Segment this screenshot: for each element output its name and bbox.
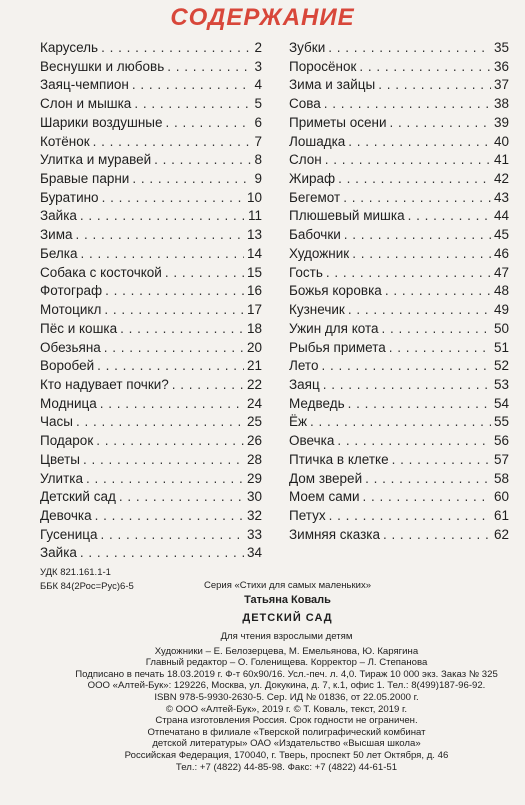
- toc-entry-page: 51: [493, 339, 509, 355]
- imprint-line: Российская Федерация, 170040, г. Тверь, проспект 50 лет Октября, д. 46: [124, 749, 449, 761]
- toc-entry-page: 32: [246, 507, 262, 523]
- toc-entry-page: 44: [493, 208, 509, 224]
- toc-entry-title: Кузнечик: [289, 302, 345, 318]
- toc-entry-page: 53: [493, 376, 509, 392]
- toc-entry: [289, 77, 509, 96]
- toc-entry-page: 38: [493, 96, 509, 112]
- toc-leader-dots: [338, 171, 491, 186]
- toc-entry-page: 47: [493, 264, 509, 280]
- toc-entry-title: Буратино: [40, 189, 99, 205]
- toc-entry: [40, 471, 262, 490]
- toc-entry: [289, 115, 509, 134]
- toc-leader-dots: [172, 377, 244, 392]
- toc-entry-page: 34: [246, 545, 262, 561]
- toc-entry: [289, 452, 509, 471]
- toc-leader-dots: [167, 59, 251, 74]
- toc-entry-page: 55: [493, 414, 509, 430]
- toc-entry-page: 8: [254, 152, 262, 168]
- toc-entry-title: Жираф: [289, 171, 336, 187]
- toc-entry-title: Шарики воздушные: [40, 114, 163, 130]
- toc-leader-dots: [324, 96, 491, 111]
- toc-entry: [40, 414, 262, 433]
- toc-entry-page: 56: [493, 433, 509, 449]
- toc-entry-page: 49: [493, 302, 509, 318]
- toc-entry: [289, 246, 509, 265]
- toc-entry-page: 33: [246, 526, 262, 542]
- toc-entry-title: Бабочки: [289, 227, 341, 243]
- toc-leader-dots: [385, 283, 491, 298]
- toc-leader-dots: [352, 246, 491, 261]
- toc-entry: [289, 302, 509, 321]
- toc-entry-title: Зайка: [40, 545, 77, 561]
- toc-entry: [40, 152, 262, 171]
- toc-entry-title: Гость: [289, 264, 323, 280]
- imprint-line: ООО «Алтей-Бук»: 129226, Москва, ул. Докукина, д. 7, к.1, офис 1. Тел.: 8(499)187-96-92.: [87, 680, 486, 692]
- toc-entry: [40, 508, 262, 527]
- toc-entry: [40, 321, 262, 340]
- toc-leader-dots: [408, 208, 491, 223]
- toc-entry-title: Зима: [40, 227, 73, 243]
- toc-entry-page: 21: [246, 358, 262, 374]
- toc-leader-dots: [132, 171, 251, 186]
- toc-entry: [40, 489, 262, 508]
- page-title: СОДЕРЖАНИЕ: [170, 4, 355, 31]
- toc-left-column: [40, 40, 262, 564]
- toc-leader-dots: [365, 471, 491, 486]
- imprint-line: детской литературы» ОАО «Издательство «Высшая школа»: [152, 738, 421, 750]
- toc-leader-dots: [134, 96, 251, 111]
- toc-leader-dots: [325, 152, 491, 167]
- toc-leader-dots: [389, 340, 491, 355]
- toc-leader-dots: [348, 134, 491, 149]
- toc-leader-dots: [132, 77, 252, 92]
- toc-entry-page: 43: [493, 189, 509, 205]
- imprint-line: Главный редактор – О. Голенищева. Корректор – Л. Степанова: [145, 657, 428, 669]
- toc-entry: [289, 489, 509, 508]
- toc-leader-dots: [93, 134, 252, 149]
- toc-entry-title: Зубки: [289, 40, 326, 55]
- toc-entry-page: 5: [254, 96, 262, 112]
- toc-entry-title: Лето: [289, 358, 319, 374]
- toc-leader-dots: [101, 40, 251, 55]
- toc-entry-title: Улитка и муравей: [40, 152, 152, 168]
- toc-entry-page: 28: [246, 451, 262, 467]
- toc-entry-page: 46: [493, 245, 509, 261]
- toc-entry: [289, 265, 509, 284]
- toc-leader-dots: [101, 527, 244, 542]
- toc-entry-title: Веснушки и любовь: [40, 58, 165, 74]
- toc-leader-dots: [80, 208, 245, 223]
- toc-entry-title: Божья коровка: [289, 283, 382, 299]
- book-title: ДЕТСКИЙ САД: [242, 612, 333, 624]
- toc-leader-dots: [348, 396, 491, 411]
- toc-leader-dots: [344, 227, 491, 242]
- toc-leader-dots: [83, 452, 244, 467]
- toc-leader-dots: [392, 452, 491, 467]
- toc-leader-dots: [359, 59, 491, 74]
- toc-leader-dots: [119, 489, 244, 504]
- toc-entry: [289, 283, 509, 302]
- toc-leader-dots: [166, 115, 252, 130]
- toc-entry-title: Медведь: [289, 395, 345, 411]
- toc-entry-title: Пёс и кошка: [40, 320, 118, 336]
- toc-entry-page: 41: [493, 152, 509, 168]
- toc-entry-title: Воробей: [40, 358, 95, 374]
- toc-entry-title: Моем сами: [289, 489, 360, 505]
- toc-entry-page: 7: [254, 133, 262, 149]
- toc-leader-dots: [100, 396, 244, 411]
- toc-entry: [40, 283, 262, 302]
- toc-entry-title: Заяц: [289, 376, 320, 392]
- toc-entry-title: Детский сад: [40, 489, 116, 505]
- toc-entry-title: Модница: [40, 395, 97, 411]
- toc-leader-dots: [76, 414, 244, 429]
- toc-entry: [40, 77, 262, 96]
- toc-entry: [289, 190, 509, 209]
- toc-entry-page: 30: [246, 489, 262, 505]
- toc-entry-page: 16: [246, 283, 262, 299]
- toc-leader-dots: [310, 414, 491, 429]
- toc-entry-title: Слон и мышка: [40, 96, 132, 112]
- imprint-line: © ООО «Алтей-Бук», 2019 г. © Т. Коваль, текст, 2019 г.: [165, 703, 408, 715]
- toc-entry: [289, 471, 509, 490]
- toc-entry: [289, 96, 509, 115]
- toc-entry-page: 60: [493, 489, 509, 505]
- author-name: Татьяна Коваль: [244, 594, 331, 606]
- toc-leader-dots: [363, 489, 491, 504]
- toc-entry-title: Бегемот: [289, 189, 341, 205]
- toc-entry: [40, 171, 262, 190]
- toc-leader-dots: [343, 190, 491, 205]
- toc-leader-dots: [81, 246, 244, 261]
- toc-entry-title: Кто надувает почки?: [40, 376, 169, 392]
- toc-entry-title: Рыбья примета: [289, 339, 386, 355]
- toc-leader-dots: [337, 433, 491, 448]
- toc-entry-title: Обезьяна: [40, 339, 101, 355]
- toc-entry: [289, 527, 509, 546]
- toc-leader-dots: [154, 152, 251, 167]
- toc-entry-title: Цветы: [40, 451, 80, 467]
- bbk-code: ББК 84(2Рос=Рус)6-5: [40, 581, 134, 592]
- toc-entry: [40, 190, 262, 209]
- toc-entry-title: Слон: [289, 152, 322, 168]
- toc-leader-dots: [75, 227, 243, 242]
- toc-entry-page: 42: [493, 171, 509, 187]
- toc-entry-page: 17: [246, 302, 262, 318]
- toc-leader-dots: [102, 190, 244, 205]
- toc-entry-title: Мотоцикл: [40, 302, 102, 318]
- toc-leader-dots: [80, 545, 244, 560]
- series-line: Серия «Стихи для самых маленьких»: [203, 580, 371, 591]
- toc-entry-page: 45: [493, 227, 509, 243]
- toc-entry-page: 10: [246, 189, 262, 205]
- toc-entry-title: Подарок: [40, 433, 94, 449]
- toc-entry-page: 36: [493, 58, 509, 74]
- toc-entry-page: 3: [254, 58, 262, 74]
- toc-entry-title: Зайка: [40, 208, 77, 224]
- toc-entry-page: 13: [246, 227, 262, 243]
- toc-entry-page: 52: [493, 358, 509, 374]
- toc-entry-page: 9: [254, 171, 262, 187]
- toc-entry-title: Сова: [289, 96, 321, 112]
- toc-entry: [40, 358, 262, 377]
- toc-entry-page: 37: [493, 77, 509, 93]
- toc-leader-dots: [95, 508, 244, 523]
- toc-entry-title: Дом зверей: [289, 470, 363, 486]
- imprint-line: Художники – Е. Белозерцева, М. Емельянова, Ю. Карягина: [154, 645, 419, 657]
- toc-leader-dots: [348, 302, 491, 317]
- imprint-line: Подписано в печать 18.03.2019 г. Ф-т 60х90/16. Усл.-печ. л. 4,0. Тираж 10 000 экз. Заказ № 325: [75, 668, 498, 680]
- imprint-line: Страна изготовления Россия. Срок годности не ограничен.: [155, 715, 418, 727]
- toc-entry: [40, 134, 262, 153]
- toc-entry-title: Поросёнок: [289, 58, 357, 74]
- toc-entry-page: 6: [254, 114, 262, 130]
- toc-leader-dots: [329, 508, 491, 523]
- toc-entry-page: 22: [246, 376, 262, 392]
- toc-entry-title: Белка: [40, 245, 78, 261]
- toc-entry: [40, 227, 262, 246]
- toc-entry-title: Часы: [40, 414, 73, 430]
- toc-entry: [40, 59, 262, 78]
- toc-entry-title: Зима и зайцы: [289, 77, 376, 93]
- toc-leader-dots: [165, 265, 244, 280]
- toc-leader-dots: [120, 321, 244, 336]
- toc-entry: [40, 527, 262, 546]
- toc-leader-dots: [328, 40, 491, 55]
- toc-entry-title: Карусель: [40, 40, 99, 55]
- toc-entry: [289, 152, 509, 171]
- toc-entry: [40, 545, 262, 564]
- imprint-line: Тел.: +7 (4822) 44-85-98. Факс: +7 (4822) 44-61-51: [175, 761, 398, 773]
- toc-entry-page: 50: [493, 320, 509, 336]
- toc-entry-page: 11: [247, 208, 262, 224]
- toc-leader-dots: [326, 265, 491, 280]
- toc-entry-title: Художник: [289, 245, 350, 261]
- toc-entry-page: 57: [493, 451, 509, 467]
- toc-entry-page: 39: [493, 114, 509, 130]
- toc-entry: [40, 302, 262, 321]
- toc-entry: [40, 377, 262, 396]
- toc-entry-title: Гусеница: [40, 526, 98, 542]
- toc-entry: [40, 246, 262, 265]
- toc-entry-page: 25: [246, 414, 262, 430]
- toc-entry-page: 2: [254, 40, 262, 55]
- toc-entry-page: 61: [493, 507, 509, 523]
- toc-entry-page: 48: [493, 283, 509, 299]
- toc-entry: [40, 433, 262, 452]
- toc-leader-dots: [323, 377, 491, 392]
- toc-entry-page: 18: [246, 320, 262, 336]
- toc-entry-page: 24: [246, 395, 262, 411]
- toc-entry-title: Зимняя сказка: [289, 526, 381, 542]
- toc-entry: [289, 396, 509, 415]
- toc-leader-dots: [378, 77, 491, 92]
- toc-entry-title: Заяц-чемпион: [40, 77, 129, 93]
- toc-entry-page: 14: [246, 245, 262, 261]
- toc-entry-title: Ужин для кота: [289, 320, 379, 336]
- toc-entry-title: Птичка в клетке: [289, 451, 389, 467]
- toc-entry-page: 15: [246, 264, 262, 280]
- toc-leader-dots: [321, 358, 491, 373]
- toc-entry-title: Овечка: [289, 433, 335, 449]
- toc-entry: [289, 377, 509, 396]
- toc-entry: [289, 134, 509, 153]
- imprint-line: Отпечатано в филиале «Тверской полиграфический комбинат: [147, 726, 426, 738]
- toc-right-column: [289, 40, 509, 545]
- toc-entry-title: Приметы осени: [289, 114, 387, 130]
- toc-entry-page: 35: [493, 40, 509, 55]
- toc-entry-title: Ёж: [289, 414, 308, 430]
- toc-entry-title: Котёнок: [40, 133, 90, 149]
- toc-entry: [289, 508, 509, 527]
- toc-entry: [289, 227, 509, 246]
- toc-entry-title: Фотограф: [40, 283, 103, 299]
- toc-entry-title: Девочка: [40, 507, 92, 523]
- toc-leader-dots: [105, 283, 244, 298]
- toc-leader-dots: [104, 302, 244, 317]
- toc-leader-dots: [97, 358, 244, 373]
- toc-entry: [40, 208, 262, 227]
- toc-entry-title: Бравые парни: [40, 171, 130, 187]
- toc-entry-title: Собака с косточкой: [40, 264, 162, 280]
- toc-entry-page: 20: [246, 339, 262, 355]
- toc-entry: [289, 414, 509, 433]
- toc-entry: [40, 340, 262, 359]
- toc-entry: [40, 265, 262, 284]
- toc-entry-title: Лошадка: [289, 133, 346, 149]
- toc-entry-page: 26: [246, 433, 262, 449]
- toc-entry-title: Улитка: [40, 470, 83, 486]
- toc-entry: [40, 396, 262, 415]
- udk-code: УДК 821.161.1-1: [40, 567, 111, 578]
- toc-entry: [289, 321, 509, 340]
- toc-entry: [289, 59, 509, 78]
- toc-entry: [289, 340, 509, 359]
- toc-entry-page: 62: [493, 526, 509, 542]
- toc-entry-page: 29: [246, 470, 262, 486]
- toc-entry: [289, 40, 509, 59]
- toc-entry: [289, 171, 509, 190]
- toc-entry-page: 58: [493, 470, 509, 486]
- toc-leader-dots: [383, 527, 491, 542]
- toc-leader-dots: [96, 433, 244, 448]
- imprint-block: [0, 631, 525, 773]
- imprint-line: Для чтения взрослыми детям: [220, 631, 353, 642]
- toc-leader-dots: [382, 321, 491, 336]
- toc-entry: [40, 115, 262, 134]
- toc-entry-page: 54: [493, 395, 509, 411]
- toc-leader-dots: [390, 115, 491, 130]
- toc-entry: [289, 208, 509, 227]
- toc-entry: [289, 358, 509, 377]
- imprint-line: ISBN 978-5-9930-2630-5. Сер. ИД № 01836, от 22.05.2000 г.: [154, 691, 419, 703]
- toc-entry: [289, 433, 509, 452]
- toc-entry-page: 40: [493, 133, 509, 149]
- toc-entry-page: 4: [254, 77, 262, 93]
- toc-entry: [40, 40, 262, 59]
- toc-entry: [40, 96, 262, 115]
- toc-entry-title: Плюшевый мишка: [289, 208, 405, 224]
- toc-leader-dots: [86, 471, 244, 486]
- toc-entry-title: Петух: [289, 507, 326, 523]
- toc-entry: [40, 452, 262, 471]
- toc-leader-dots: [104, 340, 244, 355]
